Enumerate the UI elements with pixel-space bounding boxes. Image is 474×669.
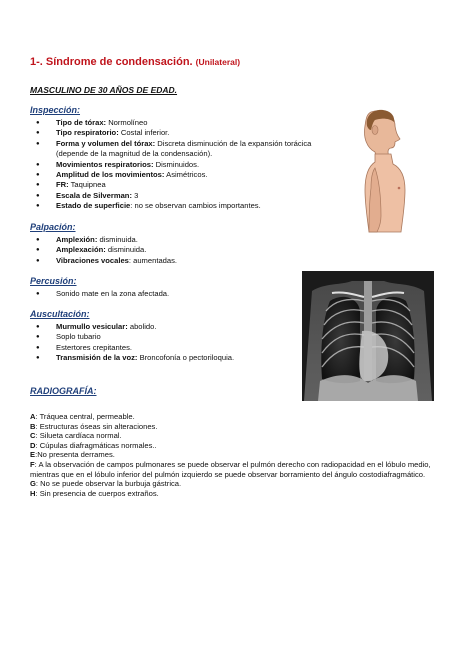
radiografia-findings bbox=[30, 412, 450, 498]
auscultacion-list bbox=[36, 322, 296, 364]
list-item: ● Soplo tubario bbox=[36, 332, 296, 342]
list-item: ● Estertores crepitantes. bbox=[36, 343, 296, 353]
section-heading-inspeccion: Inspección: bbox=[30, 105, 81, 115]
list-item: ● Movimientos respiratorios: Disminuidos. bbox=[36, 160, 336, 170]
title-main: 1-. Síndrome de condensación. bbox=[30, 56, 193, 68]
finding-line: H: Sin presencia de cuerpos extraños. bbox=[30, 488, 159, 498]
section-heading-auscultacion: Auscultación: bbox=[30, 309, 90, 319]
list-item: ● Amplitud de los movimientos: Asimétricos. bbox=[36, 170, 336, 180]
finding-line: G: No se puede observar la burbuja gástrica. bbox=[30, 479, 182, 489]
list-item: ● FR: Taquipnea bbox=[36, 180, 336, 190]
list-item: ● Tipo de tórax: Normolíneo bbox=[36, 118, 336, 128]
finding-line: F: A la observación de campos pulmonares se puede observar el pulmón derecho con radiopacidad en el lóbulo medio, mientras que en el lóbulo inferior del pulmón izquierdo se puede observar borramiento del ángulo costodiafragmático. bbox=[30, 459, 431, 479]
finding-line: C: Silueta cardíaca normal. bbox=[30, 431, 122, 441]
list-item: ● Tipo respiratorio: Costal inferior. bbox=[36, 128, 336, 138]
list-item: ● Amplexación: disminuida. bbox=[36, 245, 296, 255]
palpacion-list bbox=[36, 235, 296, 266]
list-item: ● Transmisión de la voz: Broncofonía o pectoriloquia. bbox=[36, 353, 296, 363]
section-heading-radiografia: RADIOGRAFÍA: bbox=[30, 386, 97, 396]
list-item: ● Murmullo vesicular: abolido. bbox=[36, 322, 296, 332]
case-label: MASCULINO DE 30 AÑOS DE EDAD. bbox=[30, 85, 178, 95]
finding-line: B: Estructuras óseas sin alteraciones. bbox=[30, 421, 158, 431]
finding-line: A: Tráquea central, permeable. bbox=[30, 412, 135, 421]
list-item: ● Estado de superficie: no se observan cambios importantes. bbox=[36, 201, 336, 211]
list-item: ● Amplexión: disminuida. bbox=[36, 235, 296, 245]
section-heading-percusion: Percusión: bbox=[30, 276, 77, 286]
chest-xray-image bbox=[302, 271, 434, 401]
section-heading-palpacion: Palpación: bbox=[30, 222, 76, 232]
percusion-list bbox=[36, 289, 286, 299]
finding-line: D: Cúpulas diafragmáticas normales.. bbox=[30, 440, 157, 450]
list-item: ● Vibraciones vocales: aumentadas. bbox=[36, 256, 296, 266]
list-item: ● Forma y volumen del tórax: Discreta disminución de la expansión torácica (depende de la magnitud de la condensación). bbox=[36, 139, 336, 160]
document-title bbox=[30, 56, 240, 68]
list-item: ● Escala de Silverman: 3 bbox=[36, 191, 336, 201]
finding-line: E:No presenta derrames. bbox=[30, 450, 115, 460]
inspeccion-list bbox=[36, 118, 336, 212]
torso-profile-illustration bbox=[345, 108, 415, 233]
title-subtitle: (Unilateral) bbox=[195, 57, 241, 67]
list-item: ● Sonido mate en la zona afectada. bbox=[36, 289, 286, 299]
